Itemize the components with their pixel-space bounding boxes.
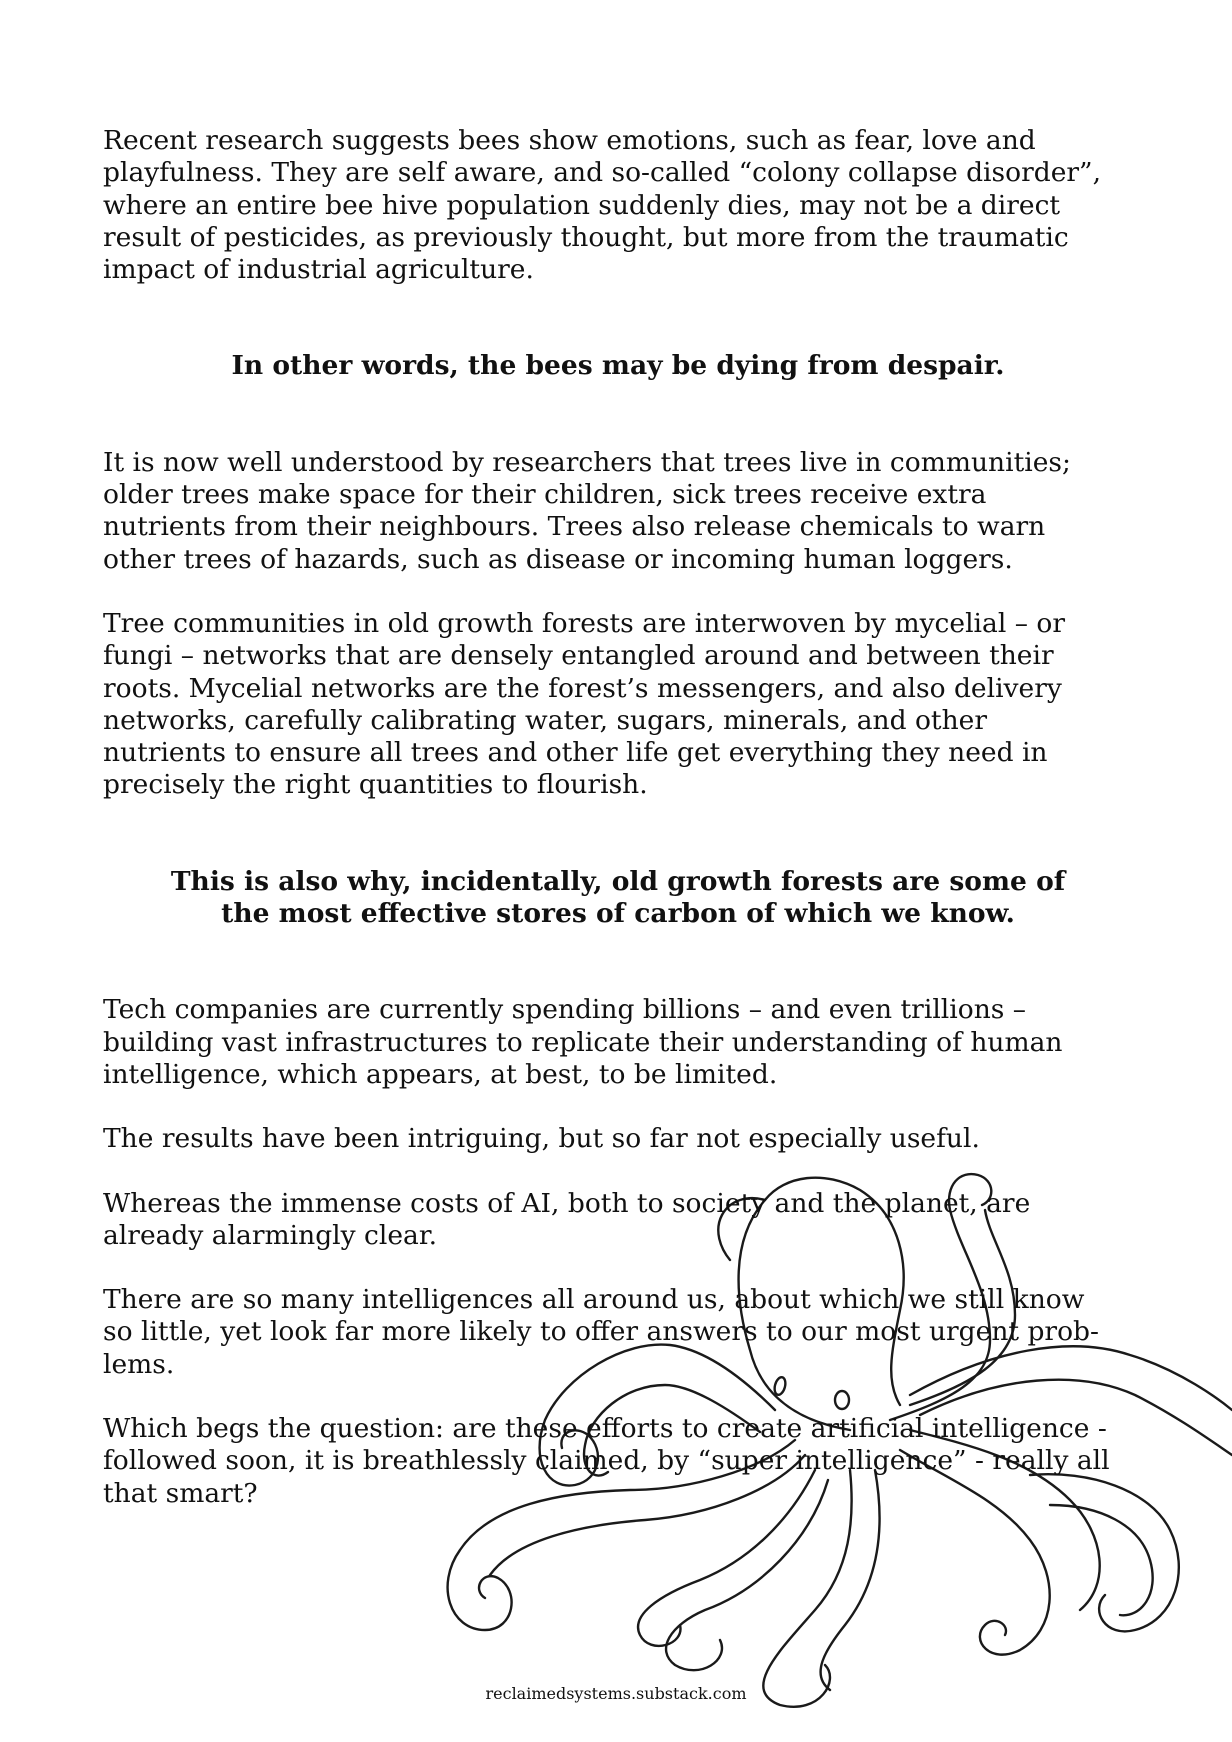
paragraph-tree-communities: It is now well understood by researchers that trees live in communities; older trees make space for their children, sick trees receive extra nutrients from their neighbours. Trees also release chemicals to warn other trees of hazards, such as disease or incoming human loggers. (103, 446, 1071, 575)
pull-quote-carbon-stores: This is also why, incidentally, old growth forests are some of the most effective stores of carbon of which we know. (170, 865, 1066, 930)
pull-quote-bees-despair: In other words, the bees may be dying from despair. (231, 350, 1005, 382)
paragraph-mycelial-networks: Tree communities in old growth forests are interwoven by mycelial – or fungi – networks that are densely entangled around and between their roots. Mycelial networks are the forest’s messengers, and also delivery networks, carefully calibrating water, sugars, minerals, and other nutrients to ensure all trees and other life get everything they need in precisely the right quantities to flourish. (103, 607, 1066, 801)
article-body (103, 125, 1143, 1510)
paragraph-bees: Recent research suggests bees show emotions, such as fear, love and playfulness. They are self aware, and so-called “colony collapse disorder”, where an entire bee hive population suddenly dies, may not be a direct result of pesticides, as previously thought, but more from the traumatic impact of industrial agriculture. (103, 125, 1102, 286)
footer-url: reclaimedsystems.substack.com (485, 1684, 747, 1703)
paragraph-question: Which begs the question: are these efforts to create artificial intelligence - followed soon, it is breathlessly claimed, by “super intelligence” - really all that smart? (103, 1413, 1110, 1509)
paragraph-tech-companies: Tech companies are currently spending billions – and even trillions – building vast infrastructures to replicate their understanding of human intelligence, which appears, at best, to be limited. (103, 994, 1063, 1090)
paragraph-costs-of-ai: Whereas the immense costs of AI, both to society and the planet, are already alarmingly clear. (103, 1187, 1031, 1251)
paragraph-results: The results have been intriguing, but so far not especially useful. (103, 1123, 980, 1155)
paragraph-intelligences: There are so many intelligences all around us, about which we still know so little, yet look far more likely to offer answers to our most urgent prob- lems. (103, 1284, 1099, 1380)
